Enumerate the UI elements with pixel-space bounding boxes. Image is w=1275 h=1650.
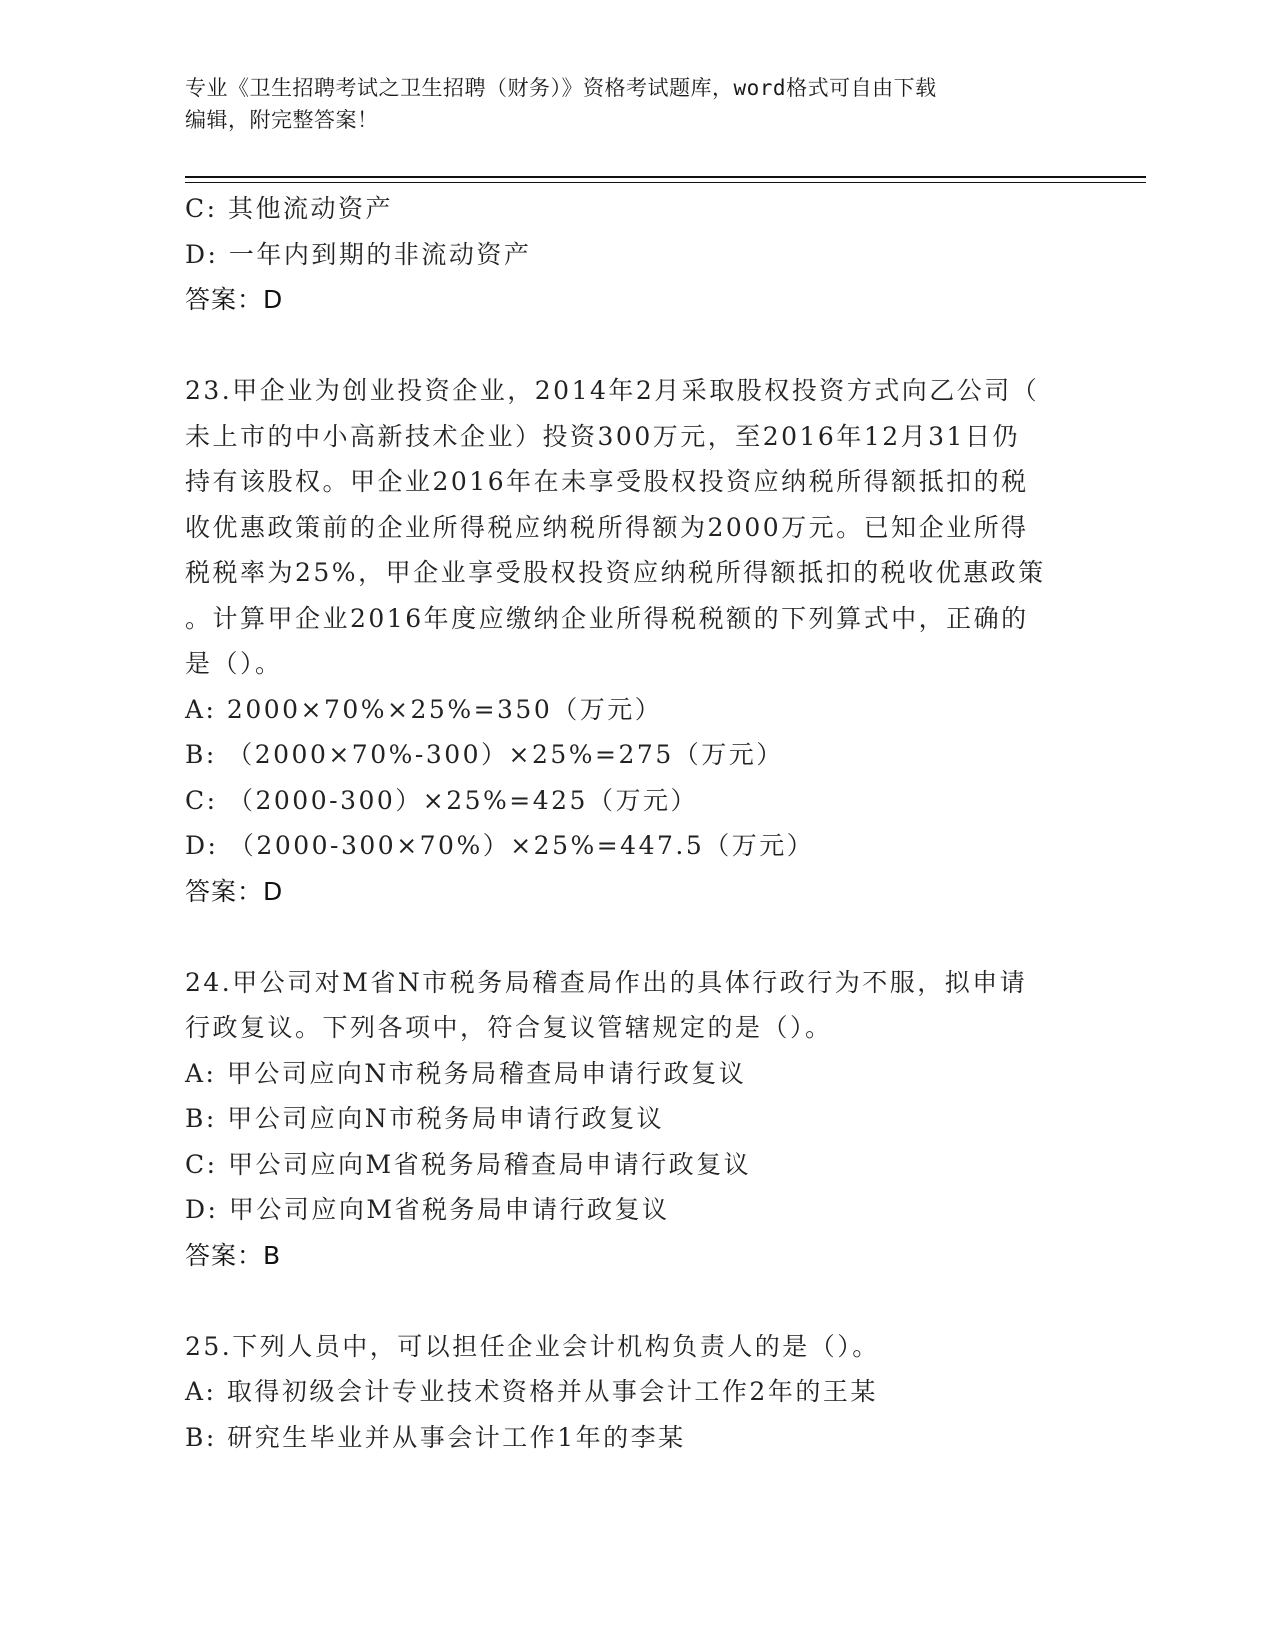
option-a: A: 取得初级会计专业技术资格并从事会计工作2年的王某 bbox=[185, 1377, 878, 1406]
option-c: C: （2000-300）×25%=425（万元） bbox=[185, 785, 698, 815]
option-c: C: 其他流动资产 bbox=[185, 194, 393, 223]
question-stem-line: 24.甲公司对M省N市税务局稽查局作出的具体行政行为不服，拟申请 bbox=[185, 967, 1028, 997]
header-rule-thick bbox=[185, 176, 1146, 178]
option-d: D: 一年内到期的非流动资产 bbox=[185, 239, 532, 269]
option-b: B: 研究生毕业并从事会计工作1年的李某 bbox=[185, 1422, 686, 1452]
question-23 bbox=[185, 368, 1085, 914]
question-24 bbox=[185, 960, 1085, 1279]
spacer bbox=[185, 323, 1085, 369]
document-header bbox=[185, 72, 1075, 136]
question-stem-line: 。计算甲企业2016年度应缴纳企业所得税税额的下列算式中，正确的 bbox=[185, 603, 1029, 633]
question-stem-line: 23.甲企业为创业投资企业，2014年2月采取股权投资方式向乙公司（ bbox=[185, 376, 1040, 405]
option-a: A: 甲公司应向N市税务局稽查局申请行政复议 bbox=[185, 1058, 747, 1088]
option-d: D: （2000-300×70%）×25%=447.5（万元） bbox=[185, 831, 815, 860]
question-25 bbox=[185, 1324, 1085, 1461]
header-line-2: 编辑，附完整答案！ bbox=[185, 108, 379, 132]
question-stem-line: 持有该股权。甲企业2016年在未享受股权投资应纳税所得额抵扣的税 bbox=[185, 467, 1029, 496]
question-stem-line: 行政复议。下列各项中，符合复议管辖规定的是（）。 bbox=[185, 1013, 833, 1042]
question-stem-line: 未上市的中小高新技术企业）投资300万元，至2016年12月31日仍 bbox=[185, 421, 1020, 451]
answer: 答案：D bbox=[185, 285, 284, 314]
option-b: B: （2000×70%-300）×25%=275（万元） bbox=[185, 740, 784, 769]
spacer bbox=[185, 914, 1085, 960]
answer: 答案：D bbox=[185, 876, 284, 906]
question-stem-line: 收优惠政策前的企业所得税应纳税所得额为2000万元。已知企业所得 bbox=[185, 512, 1029, 542]
question-stem-line: 税税率为25%，甲企业享受股权投资应纳税所得额抵扣的税收优惠政策 bbox=[185, 558, 1046, 587]
question-stem-line: 是（）。 bbox=[185, 649, 283, 678]
option-a: A: 2000×70%×25%=350（万元） bbox=[185, 694, 663, 724]
question-content bbox=[185, 186, 1085, 1460]
header-line-1: 专业《卫生招聘考试之卫生招聘（财务）》资格考试题库，word格式可自由下载 bbox=[185, 76, 937, 100]
option-c: C: 甲公司应向M省税务局稽查局申请行政复议 bbox=[185, 1149, 752, 1179]
answer: 答案：B bbox=[185, 1240, 282, 1270]
header-rule-thin bbox=[185, 182, 1146, 183]
question-22-tail bbox=[185, 186, 1085, 323]
spacer bbox=[185, 1278, 1085, 1324]
option-b: B: 甲公司应向N市税务局申请行政复议 bbox=[185, 1104, 665, 1133]
question-stem-line: 25.下列人员中，可以担任企业会计机构负责人的是（）。 bbox=[185, 1331, 880, 1361]
option-d: D: 甲公司应向M省税务局申请行政复议 bbox=[185, 1195, 670, 1224]
